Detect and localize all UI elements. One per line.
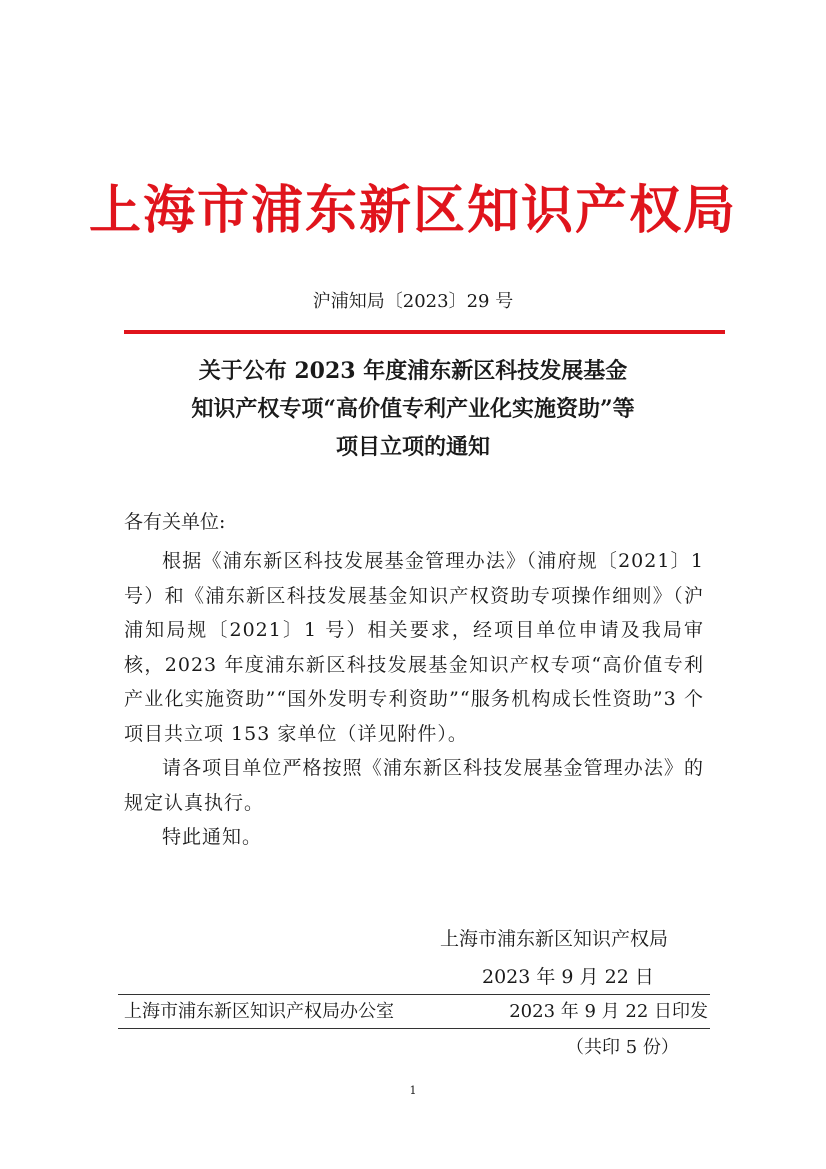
signature-date: 2023 年 9 月 22 日 <box>482 966 654 988</box>
footer-top-rule <box>118 994 710 995</box>
red-divider <box>124 330 725 334</box>
title-line-1: 关于公布 2023 年度浦东新区科技发展基金 <box>198 358 628 384</box>
title-line-3: 项目立项的通知 <box>335 434 490 460</box>
body-paragraph-2: 请各项目单位严格按照《浦东新区科技发展基金管理办法》的规定认真执行。 <box>124 757 704 814</box>
issuer-title: 上海市浦东新区知识产权局 <box>88 181 737 241</box>
body-text <box>124 544 704 855</box>
footer-bottom-rule <box>118 1028 710 1029</box>
document-number: 沪浦知局〔2023〕29 号 <box>312 291 514 312</box>
title-line-2: 知识产权专项“高价值专利产业化实施资助”等 <box>191 396 635 422</box>
copies-count: （共印 5 份） <box>566 1037 679 1058</box>
salutation: 各有关单位: <box>124 511 226 533</box>
body-paragraph-1: 根据《浦东新区科技发展基金管理办法》（浦府规〔2021〕1 号）和《浦东新区科技发展基金知识产权资助专项操作细则》（沪浦知局规〔2021〕1 号）相关要求，经项目单位申请及我局审核，2023 年度浦东新区科技发展基金知识产权专项“高价值专利产业化实施资助”“国外发明专利资助”“服务机构成长性资助”3 个项目共立项 153 家单位（详见附件）。 <box>124 550 704 745</box>
signature-org: 上海市浦东新区知识产权局 <box>440 928 669 950</box>
signature-block <box>440 920 668 996</box>
footer-office: 上海市浦东新区知识产权局办公室 <box>124 1001 394 1022</box>
footer-print-date: 2023 年 9 月 22 日印发 <box>509 1001 708 1022</box>
document-title <box>0 352 826 466</box>
body-paragraph-3: 特此通知。 <box>162 826 263 848</box>
footer-print-row <box>124 998 708 1026</box>
page-number: 1 <box>409 1084 417 1097</box>
